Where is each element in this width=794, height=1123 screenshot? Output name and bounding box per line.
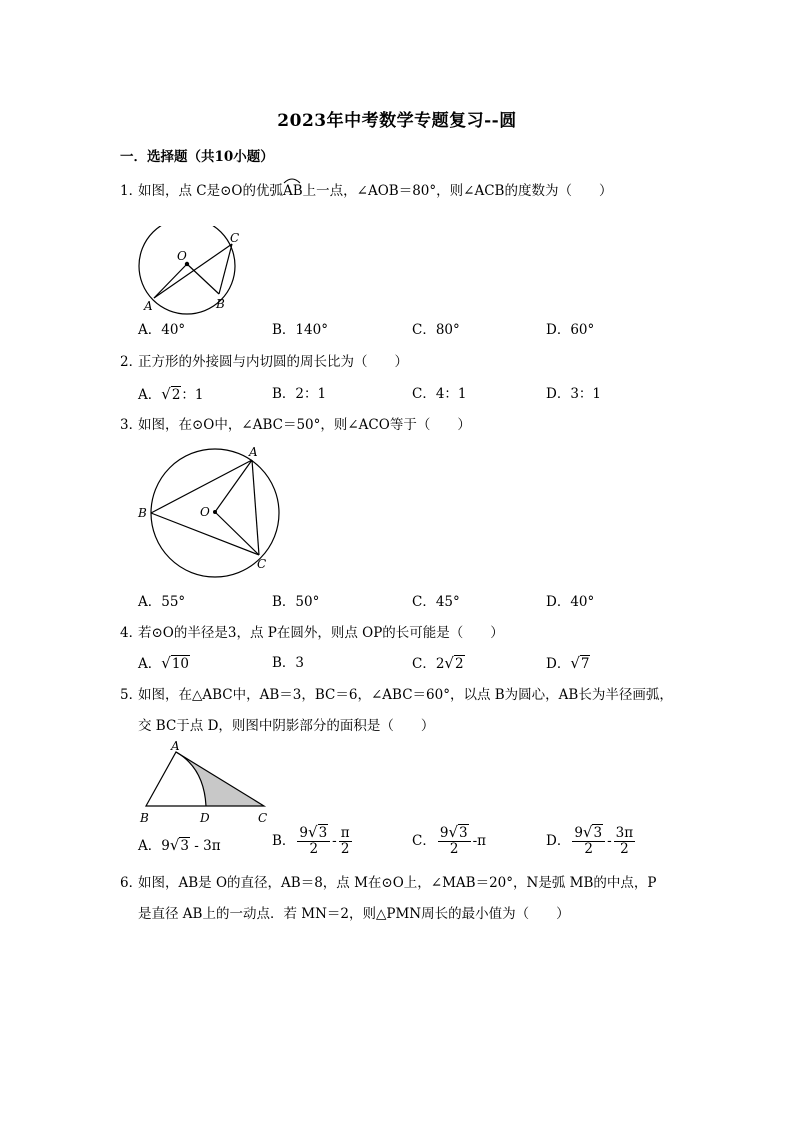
option-a: A．√2：1 [138, 385, 204, 403]
option-a: A．9√3 - 3π [138, 836, 221, 854]
question-2 [120, 352, 408, 372]
question-6 [120, 873, 656, 893]
option-d: D． $\frac{9√3}{2}$ - $\frac{3\pi}{2}$ [546, 823, 634, 857]
option-b: B．140° [272, 322, 328, 338]
option-d: D．40° [546, 594, 595, 610]
option-b: B．3 [272, 655, 305, 671]
question-text: 正方形的外接圆与内切圆的周长比为（ ） [138, 354, 408, 370]
label-d: D [200, 811, 210, 825]
option-b: B．2：1 [272, 386, 327, 402]
label-a: A [249, 445, 258, 459]
label-c: C [258, 811, 268, 825]
question-number: 5． [120, 687, 143, 703]
label-a: A [144, 299, 153, 313]
arc-notation: AB [283, 181, 303, 201]
question-text: 如图，点 C是⊙O的优弧 [138, 183, 283, 199]
question-text-cont: 上一点，∠AOB＝80°，则∠ACB的度数为（ ） [302, 183, 613, 199]
question-text: 如图，在⊙O中，∠ABC＝50°，则∠ACO等于（ ） [138, 417, 471, 433]
question-1 [120, 181, 612, 201]
option-a: A．√10 [138, 654, 189, 672]
section-heading: 一．选择题（共10小题） [120, 149, 274, 165]
question-3 [120, 415, 471, 435]
question-5-cont: 交 BC于点 D，则图中阴影部分的面积是（ ） [138, 718, 435, 734]
question-number: 3． [120, 417, 143, 433]
question-6-cont: 是直径 AB上的一动点．若 MN＝2，则△PMN周长的最小值为（ ） [138, 906, 570, 922]
option-a: A．40° [138, 322, 186, 338]
option-d: D．√7 [546, 654, 590, 672]
arc-symbol-icon [283, 176, 301, 184]
figure-circle-q3 [134, 442, 294, 582]
option-b: B． $\frac{9√3}{2}$ - $\frac{\pi}{2}$ [272, 823, 350, 857]
question-number: 4． [120, 625, 143, 641]
option-d: D．3：1 [546, 386, 602, 402]
question-4 [120, 623, 504, 643]
option-d: D．60° [546, 322, 595, 338]
figure-circle-q1 [134, 226, 254, 316]
label-o: O [200, 505, 210, 519]
question-text: 如图，在△ABC中，AB＝3，BC＝6，∠ABC＝60°，以点 B为圆心，AB长为半径画弧， [138, 687, 673, 703]
option-c: C．4：1 [412, 386, 467, 402]
label-a: A [171, 739, 180, 753]
option-c: C．2√2 [412, 654, 464, 672]
question-number: 2． [120, 354, 143, 370]
label-c: C [257, 557, 267, 571]
question-number: 6． [120, 875, 143, 891]
option-c: C． $\frac{9√3}{2}$ -π [412, 823, 487, 857]
option-c: C．45° [412, 594, 460, 610]
label-o: O [177, 249, 187, 263]
question-text: 若⊙O的半径是3，点 P在圆外，则点 OP的长可能是（ ） [138, 625, 504, 641]
option-a: A．55° [138, 594, 186, 610]
label-b: B [140, 811, 149, 825]
question-text: 如图，AB是 O的直径，AB＝8，点 M在⊙O上，∠MAB＝20°，N是弧 MB的中点，P [138, 875, 657, 891]
option-c: C．80° [412, 322, 460, 338]
label-b: B [216, 297, 225, 311]
question-5 [120, 685, 673, 705]
label-c: C [230, 231, 240, 245]
document-title: 2023年中考数学专题复习--圆 [277, 111, 517, 131]
figure-triangle-q5 [134, 738, 284, 828]
question-number: 1． [120, 183, 143, 199]
option-b: B．50° [272, 594, 320, 610]
label-b: B [138, 506, 147, 520]
